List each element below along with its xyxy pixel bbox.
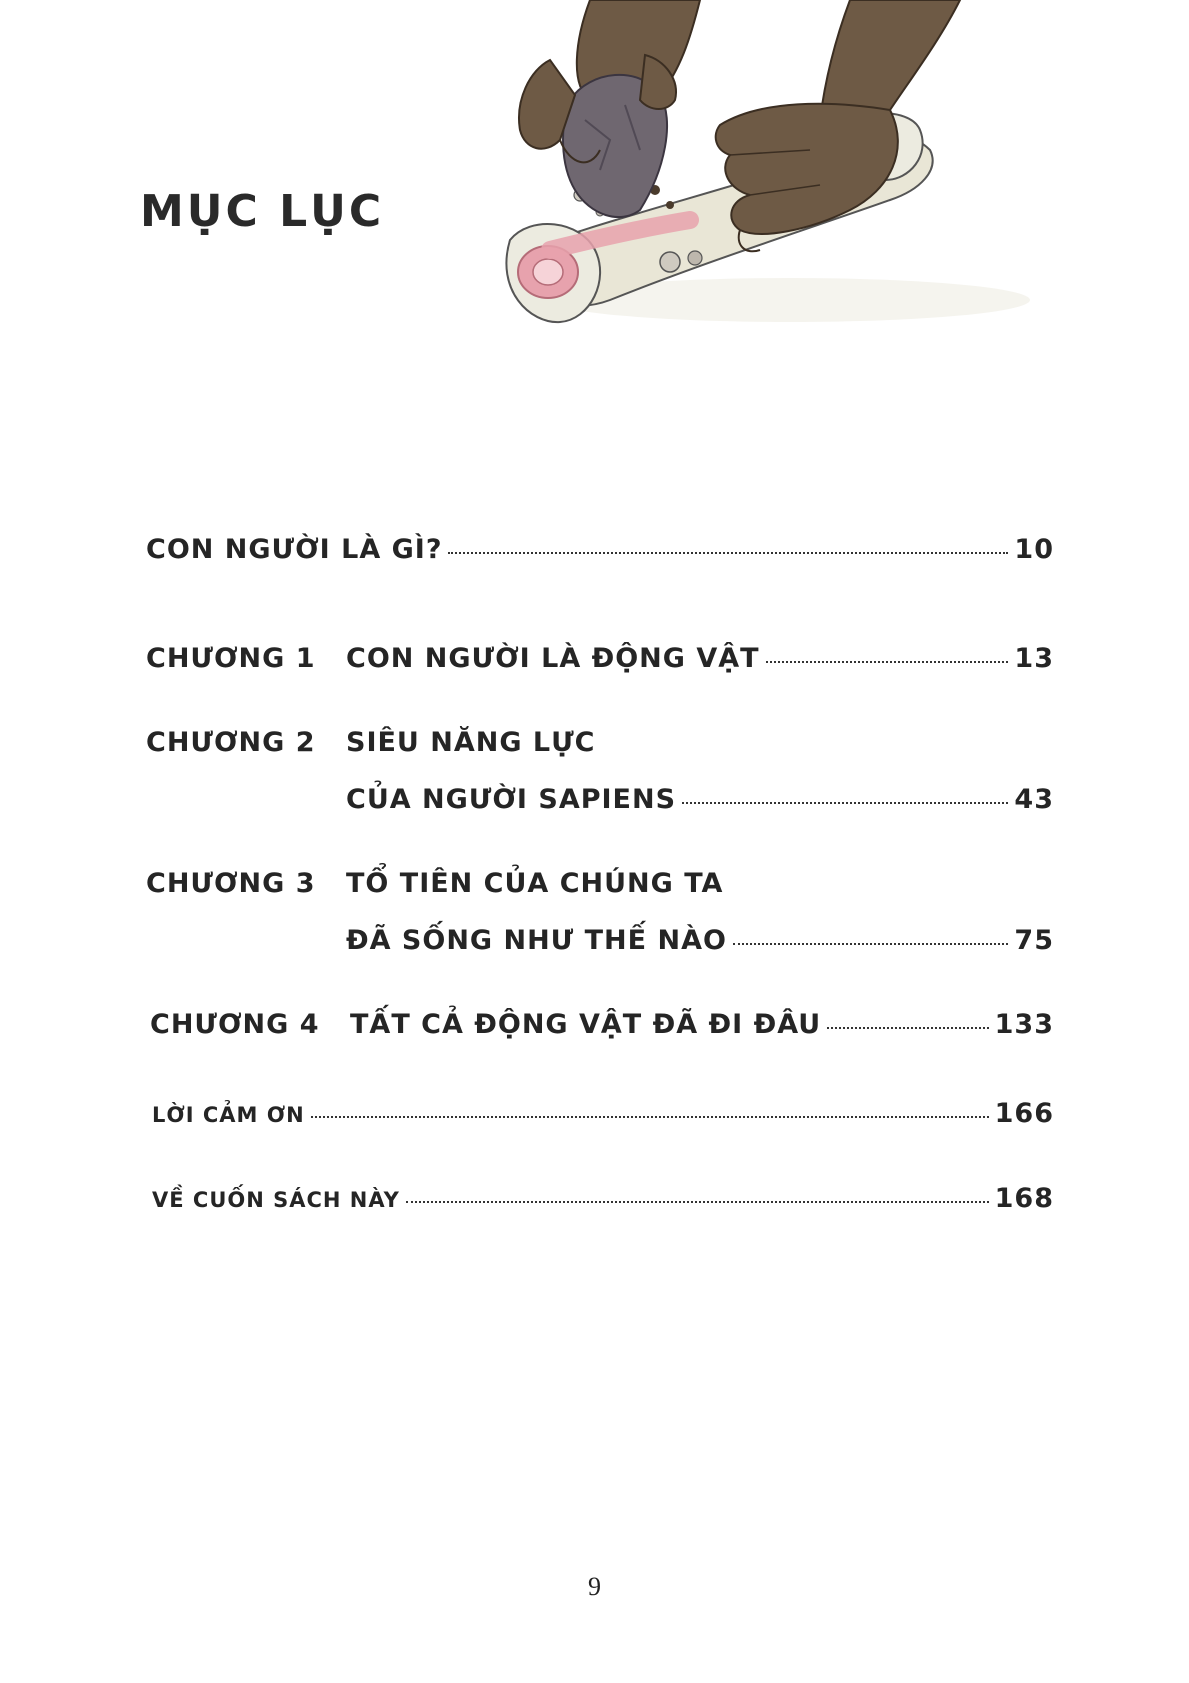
toc-entry-title: ĐÃ SỐNG NHƯ THẾ NÀO [346,925,727,956]
dot-leader [766,661,1009,663]
chapter-1-number: CHƯƠNG 1 [146,643,316,674]
toc-entry-page: 43 [1014,784,1054,815]
page-number: 9 [588,1572,601,1601]
toc-entry-title: TẤT CẢ ĐỘNG VẬT ĐÃ ĐI ĐÂU [350,1009,822,1040]
chapter-3-title-line1: TỔ TIÊN CỦA CHÚNG TA [346,868,724,899]
dot-leader [733,943,1008,945]
dot-leader [448,552,1008,554]
chapter-2-number: CHƯƠNG 2 [146,727,316,758]
chapter-2-title-line1: SIÊU NĂNG LỰC [346,727,596,758]
toc-entry-title: LỜI CẢM ƠN [152,1103,305,1127]
toc-entry-page: 133 [994,1009,1054,1040]
toc-entry-chapter-4[interactable] [350,1009,1054,1040]
chapter-3-number: CHƯƠNG 3 [146,868,316,899]
toc-entry-chapter-2[interactable] [346,784,1054,815]
toc-entry-intro[interactable] [146,534,1054,565]
toc-entry-title: CỦA NGƯỜI SAPIENS [346,784,677,815]
toc-entry-page: 166 [994,1098,1054,1129]
toc-entry-title: CON NGƯỜI LÀ ĐỘNG VẬT [346,643,760,674]
toc-entry-page: 168 [994,1183,1054,1214]
toc-entry-chapter-1[interactable] [346,643,1054,674]
page-title: MỤC LỤC [140,186,385,237]
toc-entry-chapter-3[interactable] [346,925,1054,956]
toc-entry-page: 13 [1014,643,1054,674]
dot-leader [827,1027,988,1029]
toc-entry-page: 75 [1014,925,1054,956]
chapter-4-number: CHƯƠNG 4 [150,1009,320,1040]
toc-entry-title: VỀ CUỐN SÁCH NÀY [152,1188,400,1212]
toc-entry-title: CON NGƯỜI LÀ GÌ? [146,534,443,565]
toc-entry-about[interactable] [152,1183,1054,1214]
toc-entry-acknowledgements[interactable] [152,1098,1054,1129]
dot-leader [311,1116,989,1118]
dot-leader [406,1201,989,1203]
toc-entry-page: 10 [1014,534,1054,565]
dot-leader [682,802,1008,804]
